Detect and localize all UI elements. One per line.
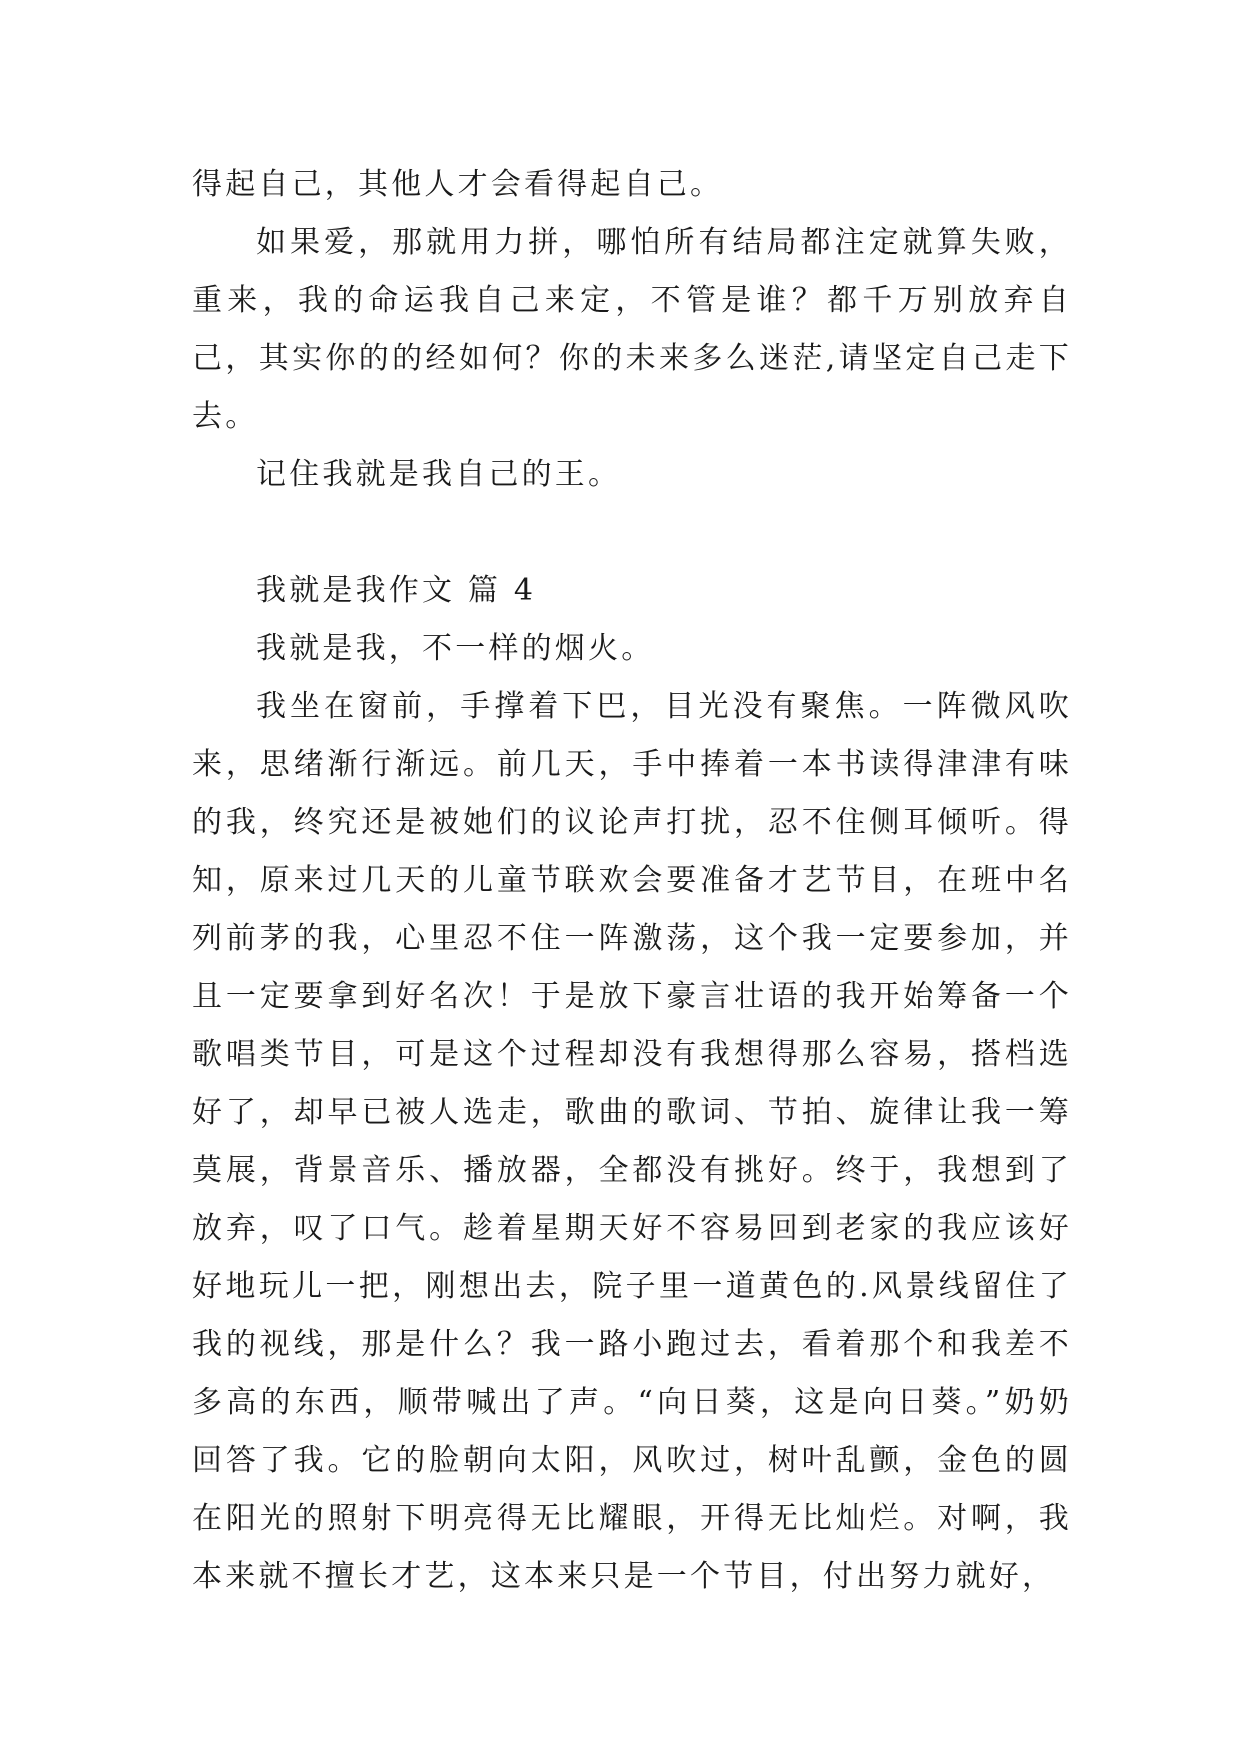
paragraph: 我就是我，不一样的烟火。 [256, 631, 655, 666]
paragraph: 我坐在窗前，手撑着下巴，目光没有聚焦。一阵微风吹来，思绪渐行渐远。前几天，手中捧着一本书读得津津有味的我，终究还是被她们的议论声打扰，忍不住侧耳倾听。得知，原来过几天的儿童节联欢会要准备才艺节目，在班中名列前茅的我，心里忍不住一阵激荡，这个我一定要参加，并且一定要拿到好名次！于是放下豪言壮语的我开始筹备一个歌唱类节目，可是这个过程却没有我想得那么容易，搭档选好了，却早已被人选走，歌曲的歌词、节拍、旋律让我一筹莫展，背景音乐、播放器，全都没有挑好。终于，我想到了放弃，叹了口气。趁着星期天好不容易回到老家的我应该好好地玩儿一把，刚想出去，院子里一道黄色的.风景线留住了我的视线，那是什么？我一路小跑过去，看着那个和我差不多高的东西，顺带喊出了声。“向日葵，这是向日葵。”奶奶回答了我。它的脸朝向太阳，风吹过，树叶乱颤，金色的圆在阳光的照射下明亮得无比耀眼，开得无比灿烂。对啊，我本来就不擅长才艺，这本来只是一个节目，付出努力就好， [192, 689, 1072, 1594]
paragraph: 如果爱，那就用力拼，哪怕所有结局都注定就算失败，重来，我的命运我自己来定，不管是谁？都千万别放弃自己，其实你的的经如何？你的未来多么迷茫,请坚定自己走下去。 [192, 225, 1072, 434]
document-body [192, 156, 1072, 1606]
paragraph: 记住我就是我自己的王。 [256, 457, 622, 492]
paragraph-continuation: 得起自己，其他人才会看得起自己。 [192, 167, 724, 202]
section-title: 我就是我作文 篇 4 [256, 573, 537, 608]
